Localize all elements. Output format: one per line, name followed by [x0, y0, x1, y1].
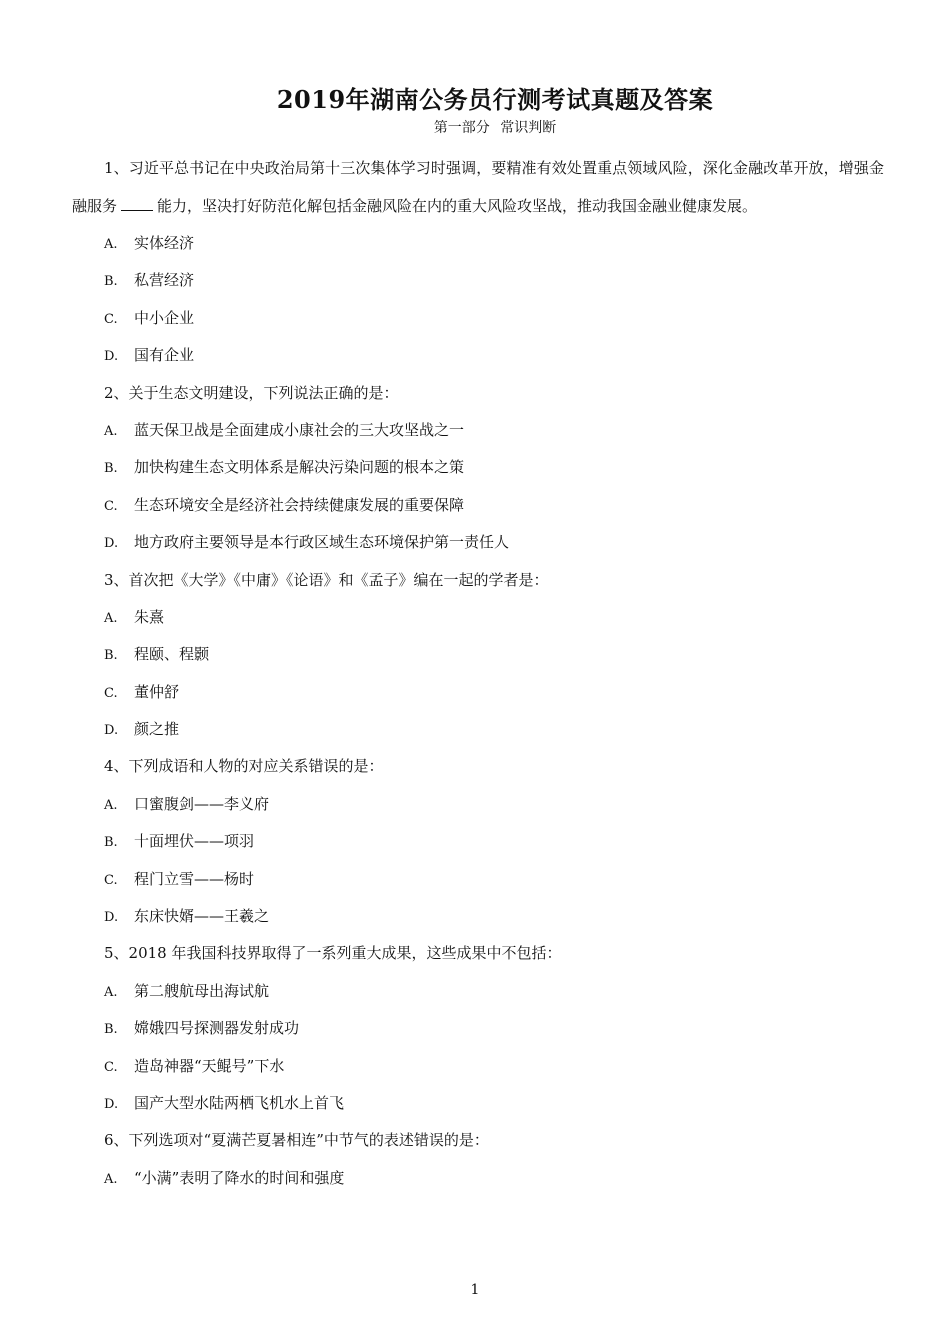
option-text: 第二艘航母出海试航 [134, 981, 270, 1000]
option-item [72, 1048, 884, 1085]
question-6-stem: 6、下列选项对“夏满芒夏暑相连”中节气的表述错误的是： [104, 1131, 489, 1150]
option-letter: C. [104, 498, 118, 514]
option-text: 蓝天保卫战是全面建成小康社会的三大攻坚战之一 [134, 420, 465, 439]
option-letter: C. [104, 311, 118, 327]
option-item [72, 674, 884, 711]
question-2-stem: 2、关于生态文明建设，下列说法正确的是： [104, 383, 399, 402]
option-item [72, 412, 884, 449]
option-item [72, 636, 884, 673]
option-item [72, 599, 884, 636]
option-text: 颜之推 [134, 720, 180, 739]
question-5-stem: 5、2018 年我国科技界取得了一系列重大成果，这些成果中不包括： [104, 944, 562, 963]
option-text: 国有企业 [134, 346, 195, 365]
option-letter: C. [104, 685, 118, 701]
option-text: 加快构建生态文明体系是解决污染问题的根本之策 [134, 458, 465, 477]
option-letter: D. [104, 723, 119, 739]
option-letter: C. [104, 1059, 118, 1075]
option-letter: B. [104, 835, 118, 851]
option-item [72, 524, 884, 561]
page-number: 1 [470, 1282, 480, 1298]
option-letter: B. [104, 648, 118, 664]
document-title: 2019年湖南公务员行测考试真题及答案 [276, 85, 714, 114]
option-text: 私营经济 [134, 271, 195, 290]
option-item [72, 1160, 884, 1197]
option-item [72, 898, 884, 935]
option-letter: D. [104, 536, 119, 552]
option-item [72, 225, 884, 262]
option-item [72, 861, 884, 898]
option-letter: B. [104, 274, 118, 290]
option-letter: A. [104, 1171, 118, 1187]
option-text: 十面埋伏——项羽 [134, 832, 255, 851]
option-text: 程颐、程颢 [134, 645, 210, 664]
option-text: 国产大型水陆两栖飞机水上首飞 [134, 1093, 345, 1112]
section-heading: 第一部分 常识判断 [433, 120, 557, 136]
option-letter: A. [104, 984, 118, 1000]
fill-in-blank [121, 196, 153, 211]
question-list [72, 150, 884, 1197]
option-item [72, 973, 884, 1010]
option-text: 地方政府主要领导是本行政区域生态环境保护第一责任人 [134, 533, 510, 552]
option-item [72, 1085, 884, 1122]
option-text: 口蜜腹剑——李义府 [134, 794, 270, 813]
option-text: 程门立雪——杨时 [134, 869, 255, 888]
option-letter: B. [104, 461, 118, 477]
option-text: 东床快婿——王羲之 [134, 907, 270, 926]
option-text: 朱熹 [134, 607, 165, 626]
option-item [72, 487, 884, 524]
option-item [72, 786, 884, 823]
option-text: 嫦娥四号探测器发射成功 [134, 1019, 300, 1038]
question-3-stem: 3、首次把《大学》《中庸》《论语》和《孟子》编在一起的学者是： [104, 570, 549, 589]
option-text: 造岛神器“天鲲号”下水 [134, 1056, 285, 1075]
option-letter: D. [104, 349, 119, 365]
question-4-stem: 4、下列成语和人物的对应关系错误的是： [104, 757, 384, 776]
option-letter: A. [104, 237, 118, 252]
question-1-text-part2: 能力，坚决打好防范化解包括金融风险在内的重大风险攻坚战，推动我国金融业健康发展。 [157, 196, 758, 215]
option-letter: A. [104, 423, 118, 439]
option-text: 中小企业 [134, 308, 195, 327]
option-letter: A. [104, 797, 118, 813]
option-letter: C. [104, 872, 118, 888]
option-item [72, 711, 884, 748]
option-item [72, 823, 884, 860]
option-letter: D. [104, 1096, 119, 1112]
question-1-stem [72, 150, 884, 225]
option-item [72, 1010, 884, 1047]
option-item [72, 262, 884, 299]
option-letter: A. [104, 610, 118, 626]
option-text: 生态环境安全是经济社会持续健康发展的重要保障 [134, 495, 465, 514]
option-text: 董仲舒 [134, 682, 180, 701]
option-text: 实体经济 [134, 234, 195, 252]
option-item [72, 449, 884, 486]
option-text: “小满”表明了降水的时间和强度 [134, 1168, 345, 1187]
option-letter: B. [104, 1022, 118, 1038]
question-1-text-part1: 1、习近平总书记在中央政治局第十三次集体学习时强调，要精准有效处置重点领域风险，深化金融改革开放，增强金融服务 [72, 159, 884, 215]
option-item [72, 337, 884, 374]
option-letter: D. [104, 910, 119, 926]
option-item [72, 300, 884, 337]
